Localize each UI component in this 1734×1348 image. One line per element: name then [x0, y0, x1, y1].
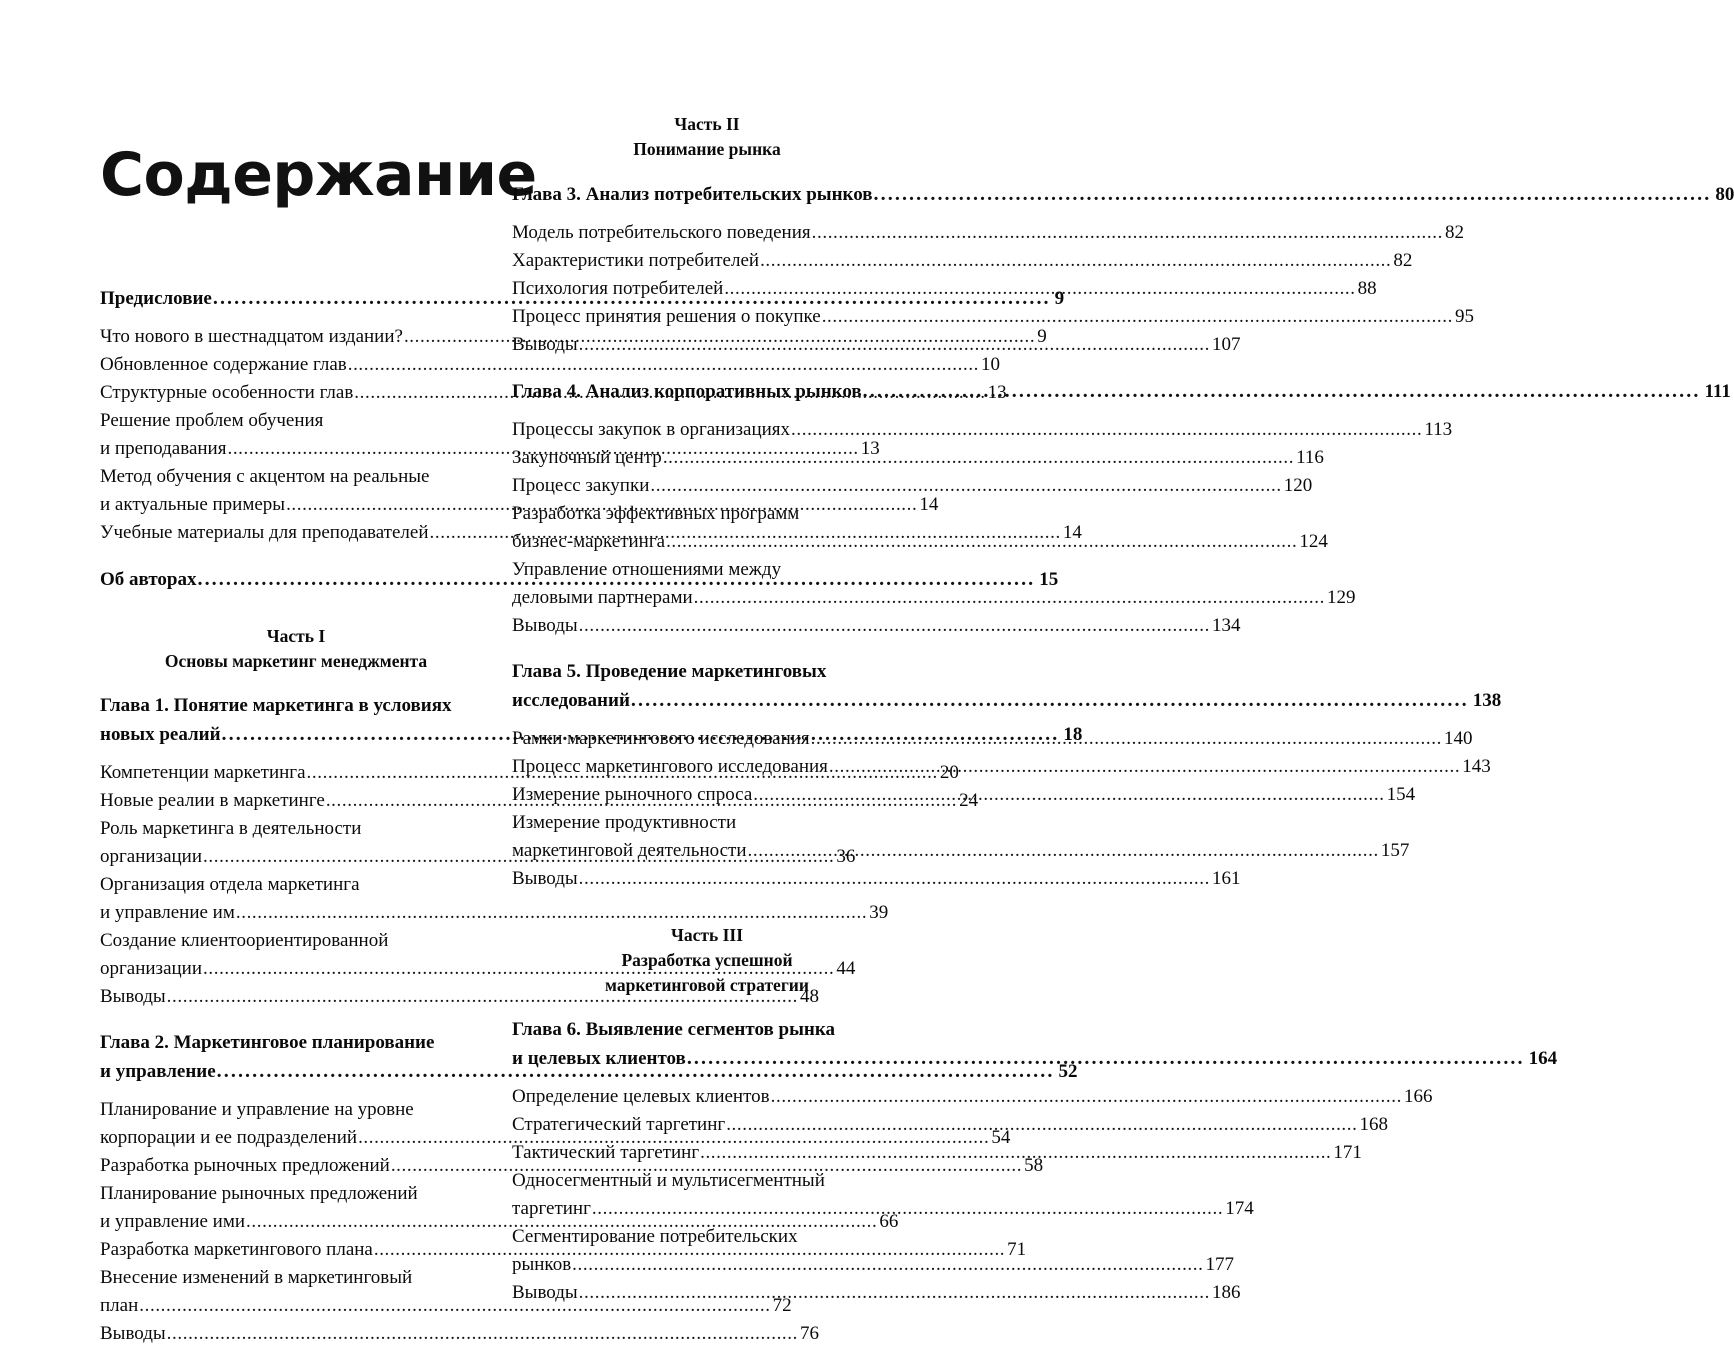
toc-entry[interactable]	[512, 416, 1453, 444]
toc-entry-line	[512, 556, 902, 584]
toc-entry-line	[512, 1083, 1433, 1111]
toc-entry-text: Глава 6. Выявление сегментов рынка	[512, 1019, 836, 1040]
toc-entry-line	[100, 463, 492, 491]
dot-leader	[726, 1111, 1357, 1139]
toc-entry-line	[512, 303, 1474, 331]
toc-page-number: 174	[1225, 1198, 1254, 1219]
toc-entry-text: Выводы	[512, 1282, 578, 1303]
dot-leader	[687, 1044, 1525, 1073]
toc-entry-text: новых реалий	[100, 724, 221, 745]
toc-entry-text: Определение целевых клиентов	[512, 1086, 770, 1107]
toc-entry-line	[100, 1320, 819, 1348]
toc-page-number: 9	[1037, 326, 1047, 347]
toc-entry-text: корпорации и ее подразделений	[100, 1127, 358, 1148]
dot-leader	[724, 275, 1355, 303]
section-spacer	[512, 893, 902, 923]
toc-entry-text: Выводы	[100, 1323, 166, 1344]
entry-spacer	[512, 1073, 902, 1083]
dot-leader	[753, 781, 1384, 809]
toc-page-number: 129	[1326, 587, 1356, 608]
toc-entry[interactable]	[512, 1279, 1241, 1307]
toc-page-number: 107	[1211, 334, 1241, 355]
dot-leader	[167, 1320, 798, 1348]
toc-entry-line	[512, 275, 1377, 303]
toc-entry-text: Предисловие	[100, 288, 212, 309]
dot-leader	[663, 444, 1294, 472]
toc-entry-line	[512, 1223, 902, 1251]
part-heading-line: Понимание рынка	[633, 139, 781, 159]
toc-page-number: 44	[836, 958, 856, 979]
toc-page-number: 80	[1715, 184, 1734, 205]
toc-page-number: 58	[1024, 1155, 1044, 1176]
toc-entry-text: Планирование и управление на уровне	[100, 1099, 414, 1120]
page-title: Содержание	[100, 140, 537, 211]
toc-entry-text: Измерение продуктивности	[512, 812, 737, 833]
toc-entry-text: план	[100, 1295, 139, 1316]
part-heading	[100, 624, 492, 674]
toc-page-number: 166	[1403, 1086, 1433, 1107]
toc-entry-text: маркетинговой деятельности	[512, 840, 747, 861]
toc-entry-text: Психология потребителей	[512, 278, 724, 299]
toc-entry-text: Выводы	[512, 868, 578, 889]
toc-entry-text: Новые реалии в маркетинге	[100, 790, 325, 811]
toc-entry-line	[100, 407, 492, 435]
toc-entry-text: организации	[100, 958, 203, 979]
toc-entry-text: Учебные материалы для преподавателей	[100, 522, 429, 543]
dot-leader	[791, 416, 1422, 444]
toc-page-number: 48	[799, 986, 819, 1007]
toc-entry-line	[100, 692, 492, 720]
toc-page-number: 186	[1211, 1282, 1241, 1303]
toc-entry-text: Организация отдела маркетинга	[100, 874, 360, 895]
toc-entry-text: Процессы закупок в организациях	[512, 419, 791, 440]
toc-entry-text: Роль маркетинга в деятельности	[100, 818, 362, 839]
toc-entry-line	[100, 871, 492, 899]
toc-entry[interactable]	[100, 351, 1001, 379]
toc-entry-text: деловыми партнерами	[512, 587, 693, 608]
toc-entry[interactable]	[512, 247, 1413, 275]
toc-entry-text: Выводы	[512, 334, 578, 355]
toc-entry-line	[512, 1279, 1241, 1307]
dot-leader	[631, 686, 1469, 715]
toc-entry-line	[512, 247, 1413, 275]
toc-page-number: 66	[879, 1211, 899, 1232]
toc-entry-text: Разработка эффективных программ	[512, 503, 800, 524]
toc-entry-line	[512, 1016, 902, 1044]
toc-page-number: 171	[1333, 1142, 1362, 1163]
toc-entry-text: и управление	[100, 1061, 216, 1082]
toc-entry-text: Разработка маркетингового плана	[100, 1239, 373, 1260]
toc-entry-text: Закупочный центр	[512, 447, 662, 468]
toc-entry-text: Создание клиентоориентированной	[100, 930, 389, 951]
toc-page-number: 36	[836, 846, 856, 867]
toc-entry-text: Глава 5. Проведение маркетинговых	[512, 661, 827, 682]
toc-page-number: 14	[919, 494, 939, 515]
toc-entry[interactable]	[512, 303, 1474, 331]
toc-entry-text: исследований	[512, 690, 630, 711]
dot-leader	[771, 1083, 1402, 1111]
toc-page-number: 52	[1058, 1061, 1078, 1082]
toc-entry-line	[100, 351, 1001, 379]
toc-entry[interactable]	[512, 809, 1410, 865]
toc-page-number: 157	[1380, 840, 1410, 861]
toc-page-number: 24	[959, 790, 979, 811]
dot-leader	[579, 1279, 1210, 1307]
dot-leader	[748, 837, 1379, 865]
entry-spacer	[512, 359, 902, 377]
entry-spacer	[512, 715, 902, 725]
toc-entry[interactable]	[512, 1083, 1433, 1111]
toc-entry-line	[100, 927, 492, 955]
toc-entry-text: и управление им	[100, 902, 235, 923]
toc-entry[interactable]	[512, 1167, 1254, 1223]
toc-entry-line	[512, 1167, 902, 1195]
entry-spacer	[100, 1086, 492, 1096]
part-heading	[512, 112, 902, 162]
toc-entry-line	[512, 180, 1734, 209]
toc-entry[interactable]	[512, 219, 1464, 247]
section-spacer	[512, 162, 902, 180]
toc-entry-text: бизнес-маркетинга	[512, 531, 666, 552]
toc-entry-line	[100, 1264, 492, 1292]
toc-page-number: 15	[1039, 569, 1059, 590]
toc-page-number: 13	[987, 382, 1007, 403]
part-heading-line: Часть I	[266, 626, 326, 646]
toc-entry-text: Глава 2. Маркетинговое планирование	[100, 1032, 435, 1053]
section-spacer	[100, 674, 492, 692]
toc-entry-line	[512, 584, 1356, 612]
toc-page-number: 82	[1393, 250, 1413, 271]
toc-page-number: 116	[1296, 447, 1324, 468]
toc-entry-text: Тактический таргетинг	[512, 1142, 700, 1163]
toc-entry-line	[100, 1180, 492, 1208]
toc-chapter-entry[interactable]	[512, 658, 1502, 715]
toc-page-number: 82	[1444, 222, 1464, 243]
entry-spacer	[100, 547, 492, 565]
toc-entry-text: и преподавания	[100, 438, 227, 459]
toc-page-number: 124	[1299, 531, 1328, 552]
toc-entry-text: Модель потребительского поведения	[512, 222, 811, 243]
toc-entry-line	[100, 815, 492, 843]
toc-entry-text: Компетенции маркетинга	[100, 762, 306, 783]
dot-leader	[694, 584, 1325, 612]
toc-entry-text: Стратегический таргетинг	[512, 1114, 726, 1135]
dot-leader	[829, 753, 1460, 781]
toc-entry-text: Разработка рыночных предложений	[100, 1155, 390, 1176]
toc-page-number: 140	[1443, 728, 1473, 749]
toc-entry-text: Односегментный и мультисегментный	[512, 1170, 825, 1191]
toc-page-number: 95	[1455, 306, 1474, 327]
toc-entry-text: Сегментирование потребительских	[512, 1226, 798, 1247]
toc-page-number: 177	[1205, 1254, 1234, 1275]
toc-entry-line	[512, 809, 902, 837]
toc-entry[interactable]	[512, 444, 1324, 472]
dot-leader	[811, 725, 1442, 753]
toc-page-number: 120	[1283, 475, 1313, 496]
dot-leader	[822, 303, 1453, 331]
toc-page-number: 88	[1357, 278, 1377, 299]
toc-entry-text: Процесс закупки	[512, 475, 650, 496]
toc-entry-line	[100, 1029, 492, 1057]
toc-entry-text: Глава 3. Анализ потребительских рынков	[512, 184, 873, 205]
part-heading-line: Часть II	[674, 114, 740, 134]
entry-spacer	[100, 313, 492, 323]
toc-chapter-entry[interactable]	[512, 180, 1734, 209]
toc-entry-line	[512, 686, 1502, 715]
part-heading-line: маркетинговой стратегии	[605, 975, 809, 995]
dot-leader	[812, 219, 1443, 247]
toc-entry-text: Выводы	[100, 986, 166, 1007]
entry-spacer	[100, 749, 492, 759]
part-heading-line: Разработка успешной	[621, 950, 793, 970]
toc-page-number: 71	[1007, 1239, 1027, 1260]
toc-entry-text: Планирование рыночных предложений	[100, 1183, 418, 1204]
dot-leader	[863, 377, 1701, 406]
dot-leader	[579, 865, 1210, 893]
toc-entry-text: Характеристики потребителей	[512, 250, 760, 271]
toc-page-number: 14	[1062, 522, 1082, 543]
toc-page-number: 54	[991, 1127, 1011, 1148]
toc-entry[interactable]	[512, 331, 1241, 359]
toc-entry-line	[512, 658, 902, 686]
toc-entry-text: Структурные особенности глав	[100, 382, 354, 403]
toc-page-number: 164	[1528, 1048, 1558, 1069]
toc-entry-line	[512, 865, 1241, 893]
entry-spacer	[512, 209, 902, 219]
toc-entry-text: Внесение изменений в маркетинговый	[100, 1267, 413, 1288]
toc-entry-line	[512, 500, 902, 528]
entry-spacer	[512, 640, 902, 658]
toc-entry-text: Что нового в шестнадцатом издании?	[100, 326, 403, 347]
toc-entry-text: и целевых клиентов	[512, 1048, 686, 1069]
dot-leader	[579, 331, 1210, 359]
toc-entry-line	[512, 444, 1324, 472]
entry-spacer	[100, 1011, 492, 1029]
toc-entry-text: Решение проблем обучения	[100, 410, 324, 431]
toc-page-number: 134	[1211, 615, 1241, 636]
entry-spacer	[512, 406, 902, 416]
dot-leader	[760, 247, 1391, 275]
section-spacer	[100, 594, 492, 624]
dot-leader	[700, 1139, 1331, 1167]
toc-entry-text: Обновленное содержание глав	[100, 354, 347, 375]
section-spacer	[512, 998, 902, 1016]
toc-page-number: 76	[799, 1323, 819, 1344]
part-heading-line: Часть III	[670, 925, 744, 945]
toc-page-number: 111	[1704, 381, 1731, 402]
toc-entry-text: Глава 1. Понятие маркетинга в условиях	[100, 695, 452, 716]
dot-leader	[592, 1195, 1223, 1223]
toc-page-number: 161	[1211, 868, 1241, 889]
dot-leader	[666, 528, 1297, 556]
toc-entry-text: Управление отношениями между	[512, 559, 782, 580]
toc-entry-line	[512, 837, 1410, 865]
toc-entry[interactable]	[512, 275, 1377, 303]
toc-page-number: 10	[981, 354, 1001, 375]
part-heading	[512, 923, 902, 998]
toc-entry-line	[100, 899, 889, 927]
toc-entry-line	[512, 612, 1241, 640]
toc-page-number: 113	[1424, 419, 1453, 440]
toc-page-number: 9	[1054, 288, 1065, 309]
dot-leader	[572, 1251, 1203, 1279]
toc-entry-text: и актуальные примеры	[100, 494, 286, 515]
toc-entry[interactable]	[100, 1320, 819, 1348]
dot-leader	[650, 472, 1281, 500]
toc-entry-line	[512, 331, 1241, 359]
toc-entry-text: Об авторах	[100, 569, 197, 590]
toc-page-number: 168	[1359, 1114, 1388, 1135]
toc-entry-line	[512, 472, 1313, 500]
toc-page-number: 18	[1063, 724, 1083, 745]
toc-entry-line	[512, 416, 1453, 444]
toc-page-number: 39	[869, 902, 889, 923]
dot-leader	[874, 180, 1712, 209]
toc-entry-text: рынков	[512, 1254, 572, 1275]
dot-leader	[579, 612, 1210, 640]
toc-page-number: 20	[939, 762, 959, 783]
toc-entry-text: и управление ими	[100, 1211, 246, 1232]
toc-entry-text: Процесс принятия решения о покупке	[512, 306, 821, 327]
toc-entry-text: Процесс маркетингового исследования	[512, 756, 828, 777]
part-heading-line: Основы маркетинг менеджмента	[164, 651, 428, 671]
toc-entry[interactable]	[512, 612, 1241, 640]
toc-entry-text: Глава 4. Анализ корпоративных рынков	[512, 381, 862, 402]
toc-page-number: 138	[1472, 690, 1502, 711]
toc-page-number: 13	[860, 438, 880, 459]
toc-page-number: 72	[772, 1295, 792, 1316]
toc-entry[interactable]	[512, 472, 1313, 500]
toc-entry-text: таргетинг	[512, 1198, 591, 1219]
toc-entry-line	[100, 1096, 492, 1124]
toc-entry-text: Метод обучения с акцентом на реальные	[100, 466, 430, 487]
toc-entry-text: Рамки маркетингового исследования	[512, 728, 810, 749]
toc-entry-text: организации	[100, 846, 203, 867]
toc-entry-line	[512, 1251, 1234, 1279]
toc-page-number: 143	[1462, 756, 1491, 777]
toc-page-number: 154	[1386, 784, 1416, 805]
toc-entry-line	[512, 219, 1464, 247]
toc-entry-text: Измерение рыночного спроса	[512, 784, 753, 805]
toc-entry-line	[512, 1195, 1254, 1223]
toc-entry[interactable]	[512, 865, 1241, 893]
toc-entry-text: Выводы	[512, 615, 578, 636]
